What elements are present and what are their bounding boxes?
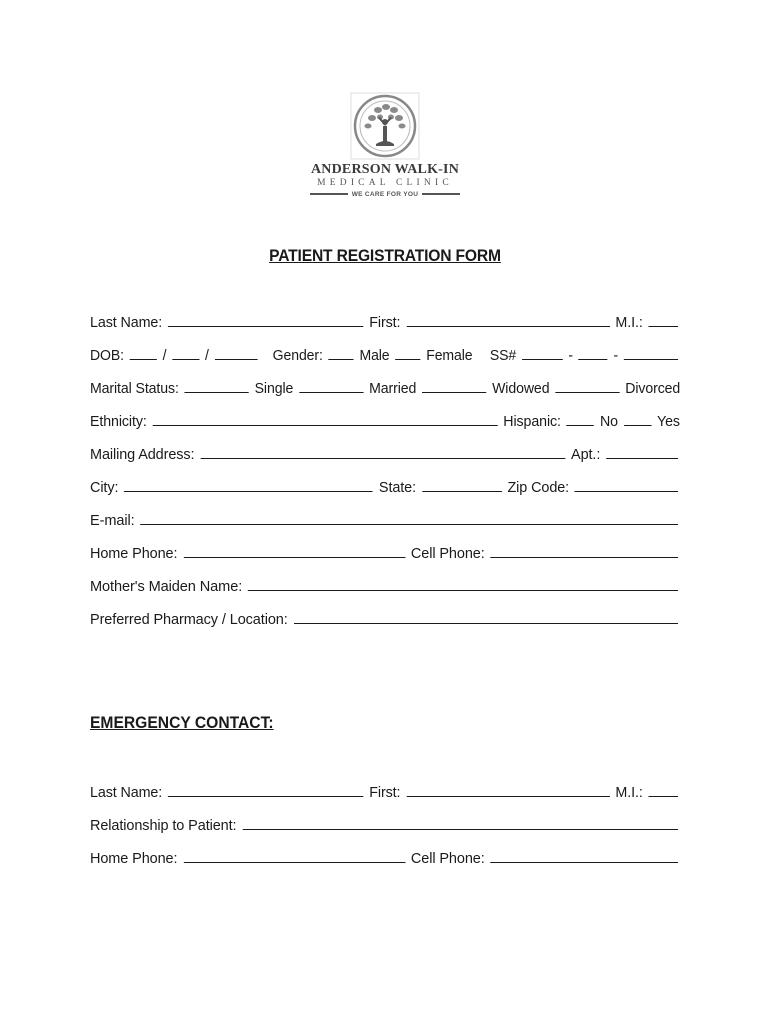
ss-dash: - (568, 348, 573, 364)
maiden-name-label: Mother's Maiden Name: (90, 579, 243, 595)
widowed-label: Widowed (492, 381, 550, 397)
clinic-logo (300, 92, 470, 202)
apt-field[interactable] (606, 446, 678, 459)
no-label: No (599, 414, 618, 430)
dob-slash: / (162, 348, 167, 364)
row-maiden-name (90, 578, 680, 598)
mailing-address-label: Mailing Address: (90, 447, 195, 463)
mailing-address-field[interactable] (200, 446, 565, 459)
hispanic-label: Hispanic: (503, 414, 561, 430)
row-pharmacy (90, 611, 680, 631)
yes-label: Yes (657, 414, 680, 430)
row-dob-gender-ss (90, 347, 680, 367)
zip-label: Zip Code: (507, 480, 570, 496)
clinic-tagline-row (300, 189, 470, 199)
male-label: Male (359, 348, 390, 364)
row-ethnicity (90, 413, 680, 433)
zip-field[interactable] (575, 479, 678, 492)
pharmacy-field[interactable] (294, 611, 678, 624)
first-name-field[interactable] (406, 314, 609, 327)
email-label: E-mail: (90, 513, 135, 529)
row-emergency-phones (90, 850, 680, 870)
dob-year-field[interactable] (215, 347, 258, 360)
gender-female-field[interactable] (395, 347, 420, 360)
married-label: Married (369, 381, 417, 397)
dob-slash: / (205, 348, 209, 364)
marital-status-label: Marital Status: (90, 381, 179, 397)
ethnicity-field[interactable] (153, 413, 498, 426)
dob-day-field[interactable] (172, 347, 199, 360)
city-field[interactable] (124, 479, 373, 492)
ec-last-name-label: Last Name: (90, 785, 163, 801)
apt-label: Apt.: (571, 447, 601, 463)
gender-male-field[interactable] (329, 347, 354, 360)
clinic-name: ANDERSON WALK-IN (310, 162, 460, 177)
pharmacy-label: Preferred Pharmacy / Location: (90, 612, 288, 628)
ethnicity-label: Ethnicity: (90, 414, 147, 430)
row-emergency-name (90, 784, 680, 804)
ec-first-name-label: First: (369, 785, 401, 801)
ss-part2-field[interactable] (579, 347, 608, 360)
row-emergency-relationship (90, 817, 680, 837)
dob-month-field[interactable] (130, 347, 157, 360)
ec-mi-field[interactable] (649, 784, 679, 797)
clinic-subtitle: MEDICAL CLINIC (317, 178, 453, 188)
relationship-label: Relationship to Patient: (90, 818, 237, 834)
mi-field[interactable] (649, 314, 679, 327)
first-name-label: First: (369, 315, 401, 331)
hispanic-no-field[interactable] (567, 413, 594, 426)
maiden-name-field[interactable] (248, 578, 678, 591)
ss-part1-field[interactable] (522, 347, 563, 360)
hispanic-yes-field[interactable] (624, 413, 651, 426)
female-label: Female (426, 348, 473, 364)
emergency-contact-title: EMERGENCY CONTACT: (90, 713, 274, 732)
last-name-label: Last Name: (90, 315, 163, 331)
cell-phone-label: Cell Phone: (410, 546, 485, 562)
ec-cell-phone-label: Cell Phone: (410, 851, 485, 867)
ec-mi-label: M.I.: (615, 785, 643, 801)
clinic-tagline: WE CARE FOR YOU (351, 190, 419, 198)
state-label: State: (378, 480, 417, 496)
ss-part3-field[interactable] (624, 347, 678, 360)
row-mailing-address (90, 446, 680, 466)
cell-phone-field[interactable] (491, 545, 679, 558)
married-field[interactable] (299, 380, 363, 393)
ec-home-phone-field[interactable] (183, 850, 405, 863)
single-label: Single (254, 381, 294, 397)
divorced-label: Divorced (625, 381, 681, 397)
relationship-field[interactable] (242, 817, 677, 830)
single-field[interactable] (185, 380, 249, 393)
dob-label: DOB: (90, 348, 124, 364)
gender-label: Gender: (272, 348, 323, 364)
widowed-field[interactable] (422, 380, 486, 393)
tree-people-icon (350, 92, 420, 160)
ec-last-name-field[interactable] (168, 784, 363, 797)
ss-label: SS# (489, 348, 517, 364)
ec-home-phone-label: Home Phone: (90, 851, 178, 867)
last-name-field[interactable] (168, 314, 363, 327)
city-label: City: (90, 480, 119, 496)
row-email (90, 512, 680, 532)
tagline-rule-right (422, 193, 460, 195)
row-patient-name (90, 314, 680, 334)
row-marital-status (90, 380, 680, 400)
divorced-field[interactable] (555, 380, 619, 393)
state-field[interactable] (422, 479, 502, 492)
ss-dash: - (613, 348, 619, 364)
ec-first-name-field[interactable] (406, 784, 609, 797)
home-phone-field[interactable] (183, 545, 405, 558)
mi-label: M.I.: (615, 315, 643, 331)
row-city-state-zip (90, 479, 680, 499)
ec-cell-phone-field[interactable] (491, 850, 679, 863)
form-title: PATIENT REGISTRATION FORM (269, 246, 501, 265)
row-phones (90, 545, 680, 565)
tagline-rule-left (310, 193, 348, 195)
home-phone-label: Home Phone: (90, 546, 178, 562)
email-field[interactable] (141, 512, 679, 525)
